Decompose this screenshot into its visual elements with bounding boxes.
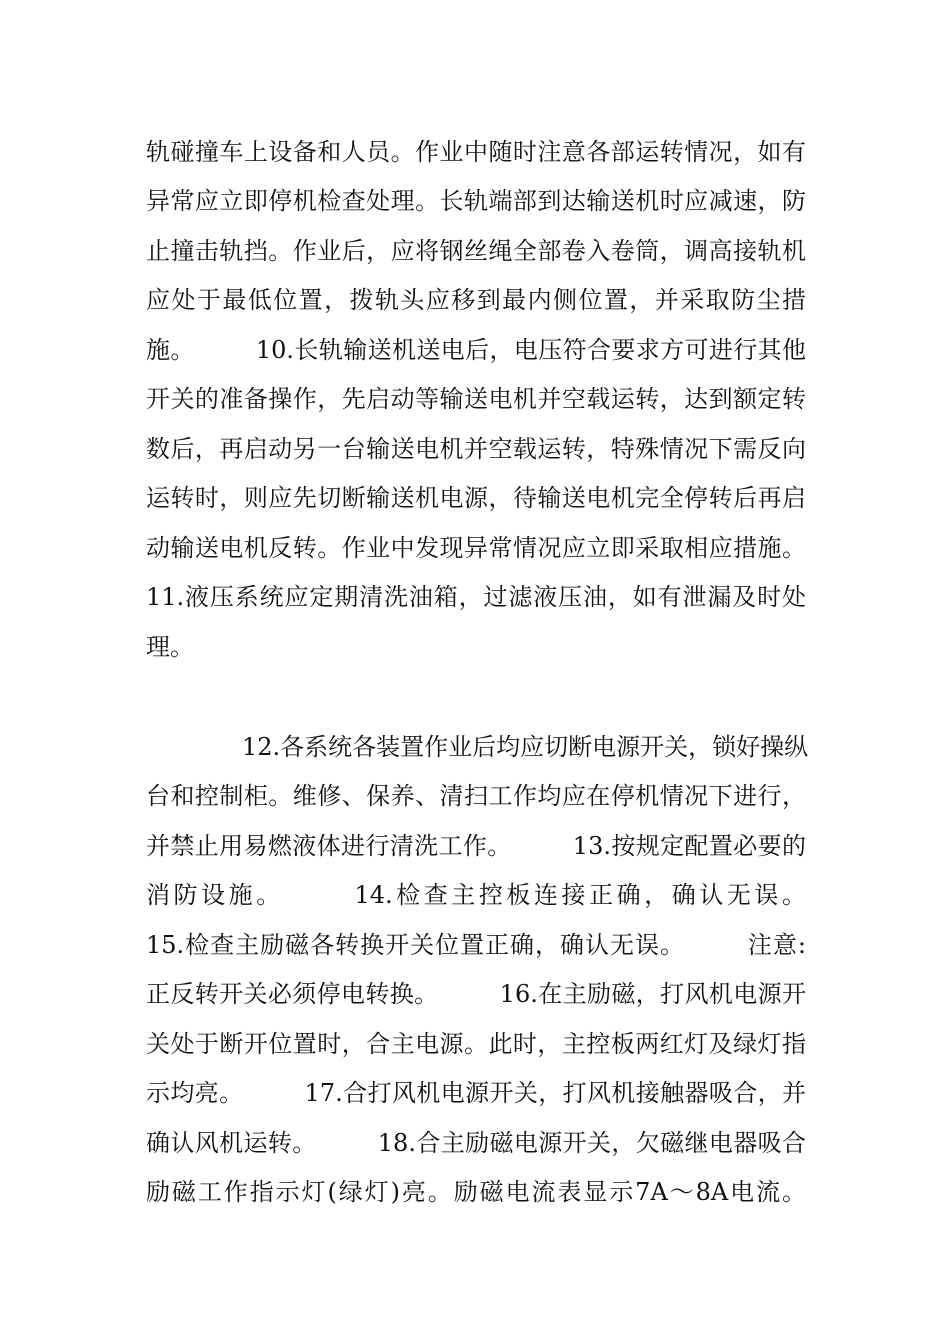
text-line: 确认风机运转。 18.合主励磁电源开关，欠磁继电器吸合 [146,1129,806,1157]
text-line: 示均亮。 17.合打风机电源开关，打风机接触器吸合，并 [146,1079,806,1107]
text-line: 动输送电机反转。作业中发现异常情况应立即采取相应措施。 [146,534,806,562]
text-line: 轨碰撞车上设备和人员。作业中随时注意各部运转情况，如有 [146,138,806,166]
text-line: 数后，再启动另一台输送电机并空载运转，特殊情况下需反向 [146,435,806,463]
text-line: 台和控制柜。维修、保养、清扫工作均应在停机情况下进行， [146,782,806,810]
text-line: 正反转开关必须停电转换。 16.在主励磁，打风机电源开 [146,980,806,1008]
text-line: 关处于断开位置时，合主电源。此时，主控板两红灯及绿灯指 [146,1030,806,1058]
text-line: 理。 [146,633,194,661]
text-line: 12.各系统各装置作业后均应切断电源开关，锁好操纵 [146,733,809,761]
text-line: 异常应立即停机检查处理。长轨端部到达输送机时应减速，防 [146,187,806,215]
text-line: 施。 10.长轨输送机送电后，电压符合要求方可进行其他 [146,336,806,364]
text-line: 应处于最低位置，拨轨头应移到最内侧位置，并采取防尘措 [146,286,806,314]
text-line: 开关的准备操作，先启动等输送电机并空载运转，达到额定转 [146,385,806,413]
text-line: 消防设施。 14.检查主控板连接正确，确认无误。 [146,881,806,909]
text-line: 并禁止用易燃液体进行清洗工作。 13.按规定配置必要的 [146,832,806,860]
text-line: 运转时，则应先切断输送机电源，待输送电机完全停转后再启 [146,484,806,512]
text-line: 15.检查主励磁各转换开关位置正确，确认无误。 注意: [146,931,806,959]
text-line: 励磁工作指示灯(绿灯)亮。励磁电流表显示7A～8A电流。 [146,1178,806,1206]
text-line: 止撞击轨挡。作业后，应将钢丝绳全部卷入卷筒，调高接轨机 [146,237,806,265]
text-line: 11.液压系统应定期清洗油箱，过滤液压油，如有泄漏及时处 [146,583,806,611]
